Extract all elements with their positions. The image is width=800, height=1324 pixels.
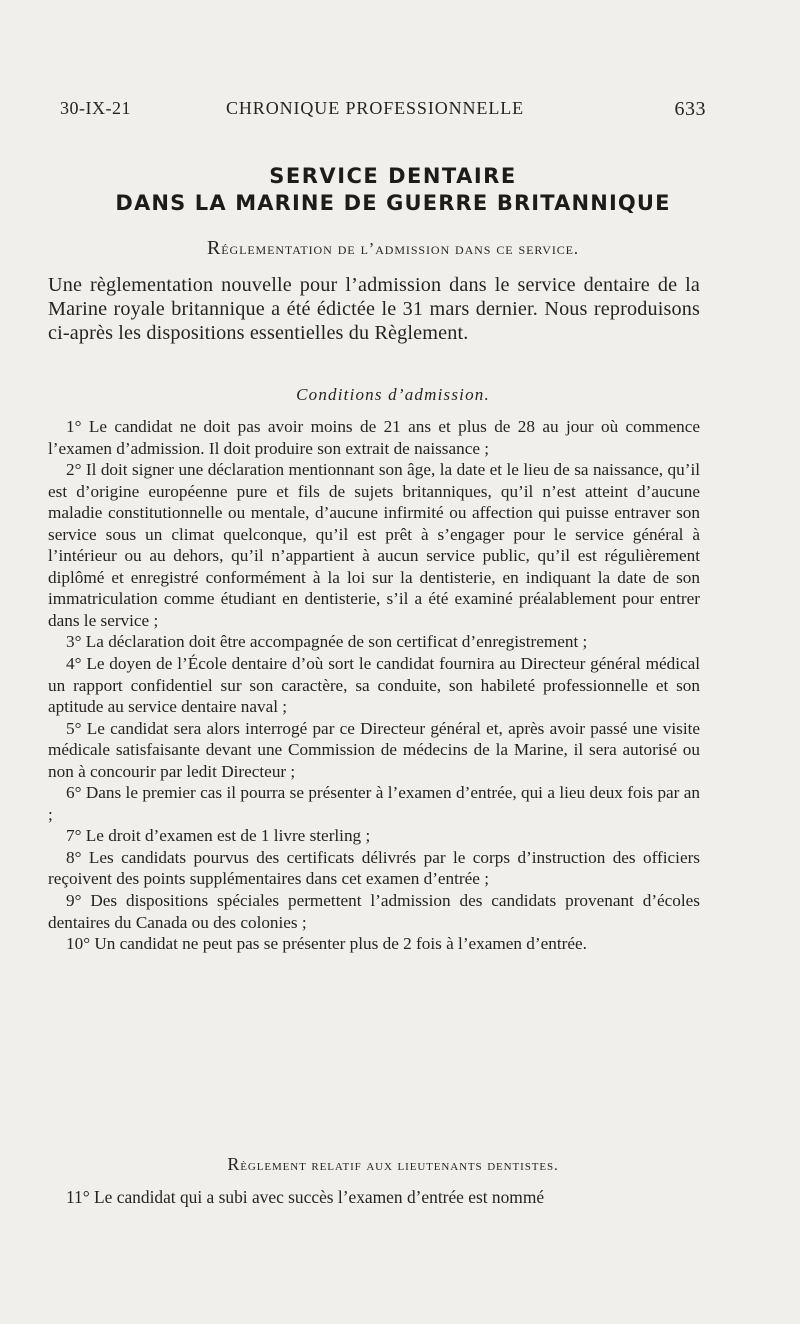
section-heading <box>40 237 746 260</box>
article-title-line-2: DANS LA MARINE DE GUERRE BRITANNIQUE <box>115 191 671 215</box>
running-head-date: 30-IX-21 <box>60 98 131 118</box>
rule-item: 11° Le candidat qui a subi avec succès l’examen d’entrée est nommé <box>66 1187 545 1207</box>
condition-item: 1° Le candidat ne doit pas avoir moins de 21 ans et plus de 28 au jour où commence l’examen d’admission. Il doit produire son extrait de naissance ; <box>48 417 700 458</box>
section-heading-2 <box>40 1154 746 1175</box>
condition-item: 10° Un candidat ne peut pas se présenter plus de 2 fois à l’examen d’entrée. <box>66 934 587 954</box>
conditions-heading: Conditions d’admission. <box>296 385 490 404</box>
condition-item: 5° Le candidat sera alors interrogé par ce Directeur général et, après avoir passé une visite médicale satisfaisante devant une Commission de médecins de la Marine, il sera autorisé ou non à concourir par ledit Directeur ; <box>48 718 700 781</box>
article-title-line-1: SERVICE DENTAIRE <box>269 164 517 188</box>
section-heading-initial: R <box>207 237 222 259</box>
section-heading-2-initial: R <box>227 1154 241 1174</box>
condition-item: 4° Le doyen de l’École dentaire d’où sort le candidat fournira au Directeur général médical un rapport confidentiel sur son caractère, sa conduite, son habileté professionnelle et son aptitude au service dentaire naval ; <box>48 654 700 717</box>
intro-paragraph: Une règlementation nouvelle pour l’admission dans le service dentaire de la Marine royale britannique a été édictée le 31 mars dernier. Nous reproduisons ci-après les dispositions essentielles du Règlement. <box>48 274 700 345</box>
condition-item: 3° La déclaration doit être accompagnée de son certificat d’enregistrement ; <box>66 632 588 652</box>
running-head-title: CHRONIQUE PROFESSIONNELLE <box>226 98 525 118</box>
section-heading-text: églementation de l’admission dans ce service. <box>221 239 579 258</box>
condition-item: 8° Les candidats pourvus des certificats délivrés par le corps d’instruction des officiers reçoivent des points supplémentaires dans cet examen d’entrée ; <box>48 847 700 889</box>
condition-item: 9° Des dispositions spéciales permettent l’admission des candidats provenant d’écoles dentaires du Canada ou des colonies ; <box>48 891 700 932</box>
condition-item: 2° Il doit signer une déclaration mentionnant son âge, la date et le lieu de sa naissance, qu’il est d’origine européenne pure et fils de sujets britanniques, qu’il n’est atteint d’aucune maladie constitutionnelle ou mentale, d’aucune infirmité ou affection qui puisse entraver son service sous un climat quelconque, qu’il est prêt à s’engager pour le service général à l’intérieur ou au dehors, qu’il n’appartient à aucun service public, qu’il est régulièrement diplômé et enregistré conformément à la loi sur la dentisterie, en indiquant la date de son immatriculation comme étudiant en dentisterie, s’il a été examiné préalablement pour entrer dans le service ; <box>48 460 700 630</box>
conditions-list <box>48 416 700 955</box>
page-number: 633 <box>674 98 706 120</box>
condition-item: 7° Le droit d’examen est de 1 livre sterling ; <box>66 826 371 846</box>
condition-item: 6° Dans le premier cas il pourra se présenter à l’examen d’entrée, qui a lieu deux fois par an ; <box>48 783 700 824</box>
article-title <box>40 163 746 217</box>
last-paragraph <box>48 1186 700 1208</box>
section-heading-2-text: èglement relatif aux lieutenants dentistes. <box>240 1158 559 1174</box>
